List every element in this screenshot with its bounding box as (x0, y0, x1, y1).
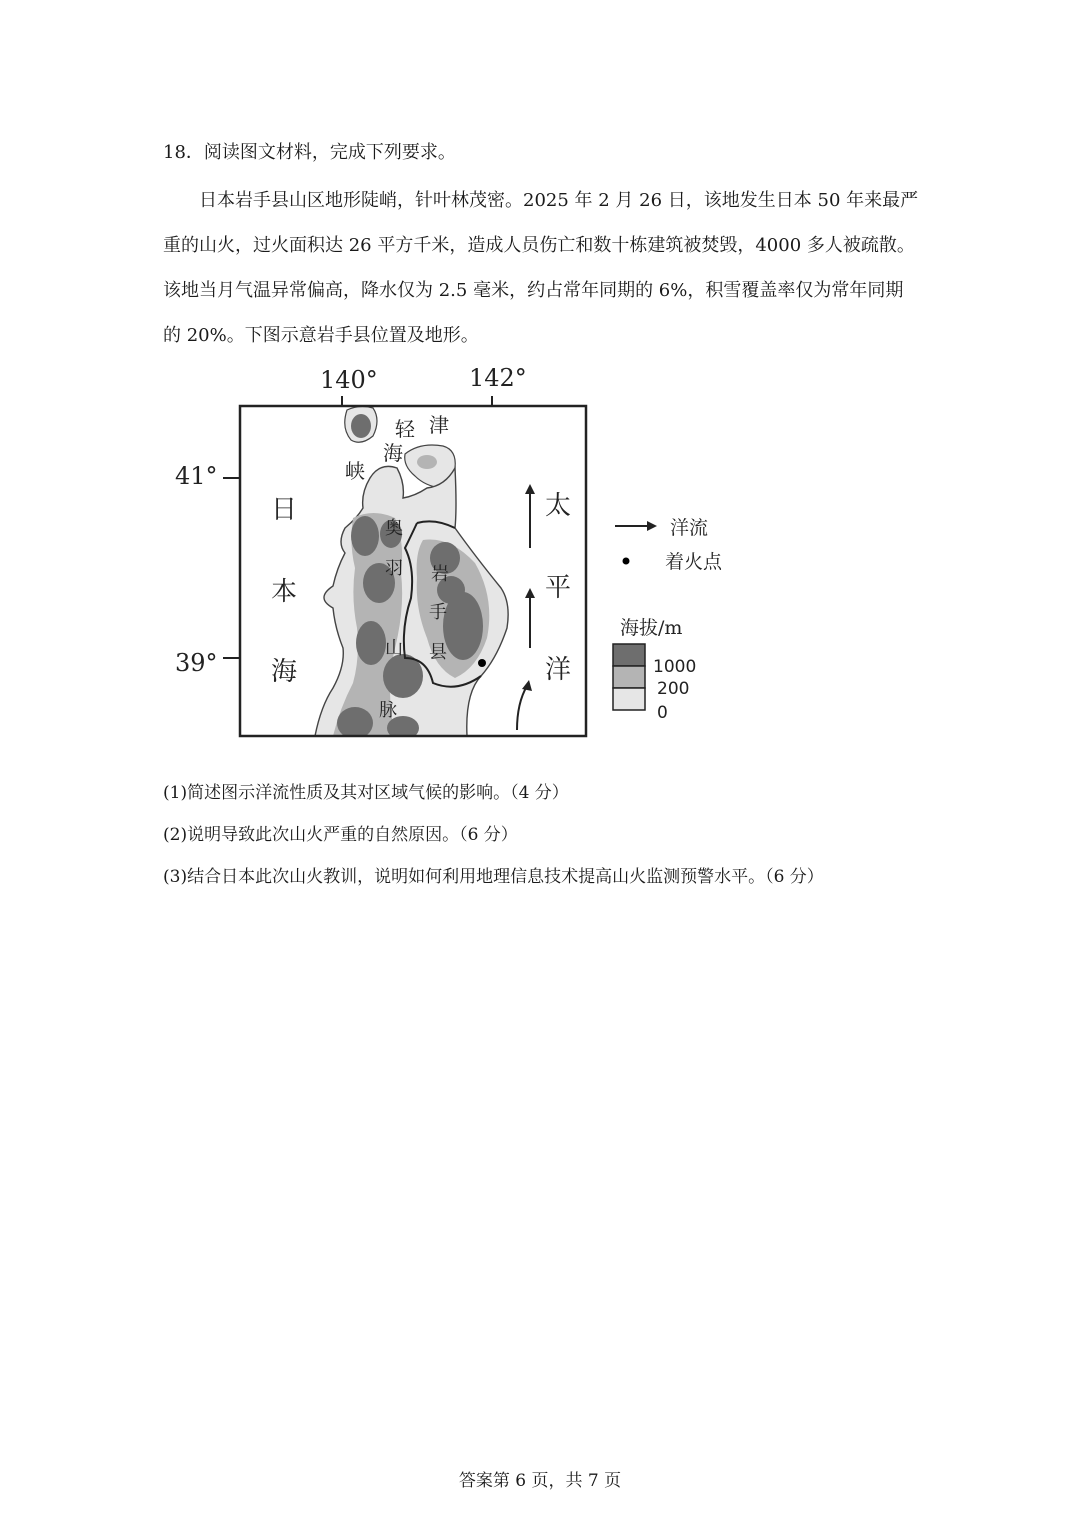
legend-fire-marker (623, 558, 630, 565)
label-ou-3: 山 (385, 638, 403, 659)
label-tsugaru-2: 津 (429, 413, 449, 437)
map-legend (613, 517, 723, 723)
legend-elev-title: 海拔/m (620, 617, 683, 639)
fire-point-marker (478, 659, 486, 667)
label-pacific-1: 太 (545, 491, 572, 521)
label-tsugaru-1: 轻 (395, 417, 415, 441)
lon-label-140: 140° (320, 366, 378, 394)
iwate-map (165, 358, 725, 748)
sub-question-2: (2)说明导致此次山火严重的自然原因。（6 分） (163, 825, 518, 845)
legend-elev-200: 200 (657, 679, 690, 699)
label-tsugaru-4: 峡 (345, 459, 365, 483)
label-sea-japan-2: 本 (271, 577, 298, 607)
label-sea-japan-3: 海 (271, 657, 298, 687)
map-figure (165, 358, 725, 748)
lat-label-39: 39° (175, 649, 218, 677)
label-iwate-3: 县 (429, 642, 447, 663)
label-pacific-2: 平 (545, 573, 572, 603)
label-iwate-2: 手 (429, 602, 447, 623)
lon-label-142: 142° (469, 364, 527, 392)
label-sea-japan-1: 日 (271, 495, 298, 525)
label-ou-4: 脉 (379, 700, 397, 721)
sub-question-1: (1)简述图示洋流性质及其对区域气候的影响。（4 分） (163, 783, 569, 803)
label-pacific-3: 洋 (545, 655, 572, 685)
label-tsugaru-3: 海 (383, 441, 403, 465)
legend-current-label: 洋流 (670, 517, 709, 539)
label-ou-1: 奥 (385, 518, 403, 539)
sub-question-3: (3)结合日本此次山火教训，说明如何利用地理信息技术提高山火监测预警水平。（6 分） (163, 867, 824, 887)
legend-elev-1000: 1000 (653, 657, 697, 677)
page-footer: 答案第 6 页，共 7 页 (458, 1471, 622, 1491)
label-iwate-1: 岩 (431, 564, 449, 585)
legend-elev-0: 0 (657, 703, 668, 723)
lat-label-41: 41° (175, 462, 218, 490)
label-ou-2: 羽 (385, 558, 403, 579)
question-paragraph: 日本岩手县山区地形陡峭，针叶林茂密。2025 年 2 月 26 日，该地发生日本 50 年来最严重的山火，过火面积达 26 平方千米，造成人员伤亡和数十栋建筑被焚毁，4000 多人被疏散。该地当月气温异常偏高，降水仅为 2.5 毫米，约占常年同期的 6%，积雪覆盖率仅为常年同期的 20%。下图示意岩手县位置及地形。 (163, 190, 919, 346)
question-title: 18．阅读图文材料，完成下列要求。 (163, 142, 456, 163)
legend-fire-label: 着火点 (665, 551, 723, 573)
